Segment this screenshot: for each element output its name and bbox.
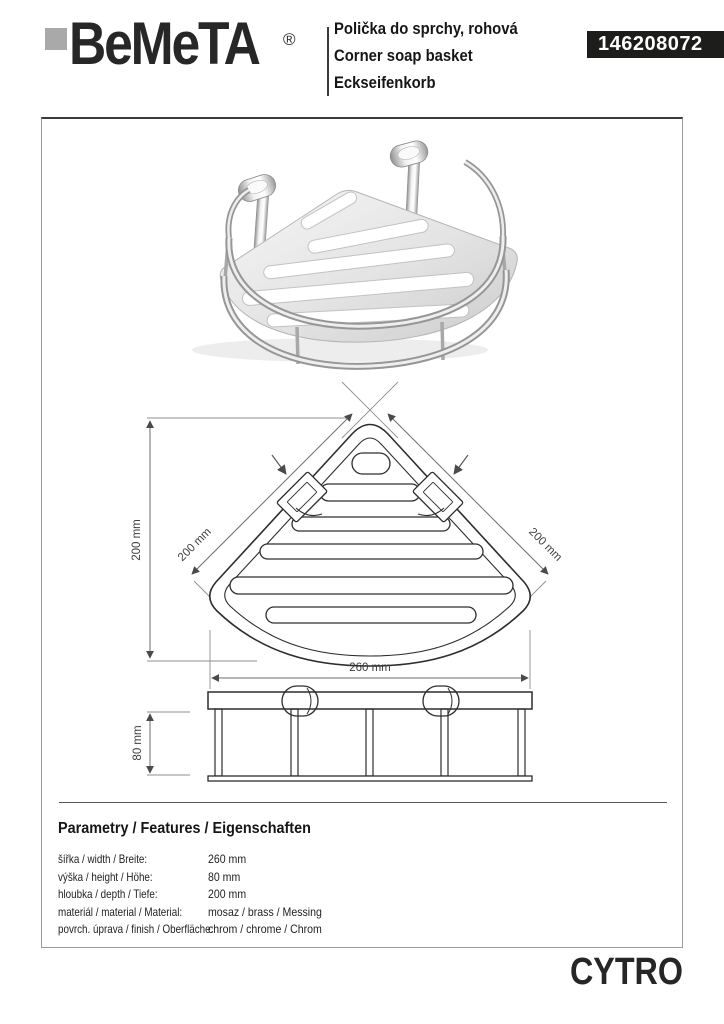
product-title-de: Eckseifenkorb [334,74,436,92]
table-row [58,852,478,870]
param-label: hloubka / depth / Tiefe: [58,887,158,901]
technical-drawing [118,372,588,790]
product-titles [334,16,518,97]
product-title-en: Corner soap basket [334,47,473,65]
dim-depth-left: 200 mm [175,525,214,564]
param-label: povrch. úprava / finish / Oberfläche: [58,922,214,936]
product-title-cs: Polička do sprchy, rohová [334,20,518,38]
product-code-badge: 146208072 [587,31,724,58]
top-view-plate [210,425,531,667]
header-divider [327,27,329,96]
registered-trademark-icon: ® [283,30,296,49]
param-label: výška / height / Höhe: [58,869,153,884]
dim-depth-vertical: 200 mm [131,519,143,561]
param-value: 200 mm [208,887,247,901]
table-row [58,887,478,905]
param-label: šířka / width / Breite: [58,852,148,866]
param-value: 80 mm [208,869,241,884]
series-name: CYTRO [569,951,683,993]
param-value: chrom / chrome / Chrom [208,922,322,936]
dim-width: 260 mm [349,662,391,674]
parameters-divider [59,802,667,803]
dim-depth-right: 200 mm [526,525,565,564]
table-row [58,922,478,940]
product-photo [180,133,560,385]
dim-height: 80 mm [132,725,144,761]
param-label: materiál / material / Material: [58,904,183,919]
param-value: 260 mm [208,852,247,866]
table-row [58,870,478,888]
brand-logo: BeMeTA [69,10,259,77]
table-row [58,905,478,923]
logo-square-icon [45,28,67,50]
parameters-heading: Parametry / Features / Eigenschaften [58,820,311,837]
parameters-table [58,852,478,940]
front-view [208,686,532,781]
param-value: mosaz / brass / Messing [208,904,322,919]
